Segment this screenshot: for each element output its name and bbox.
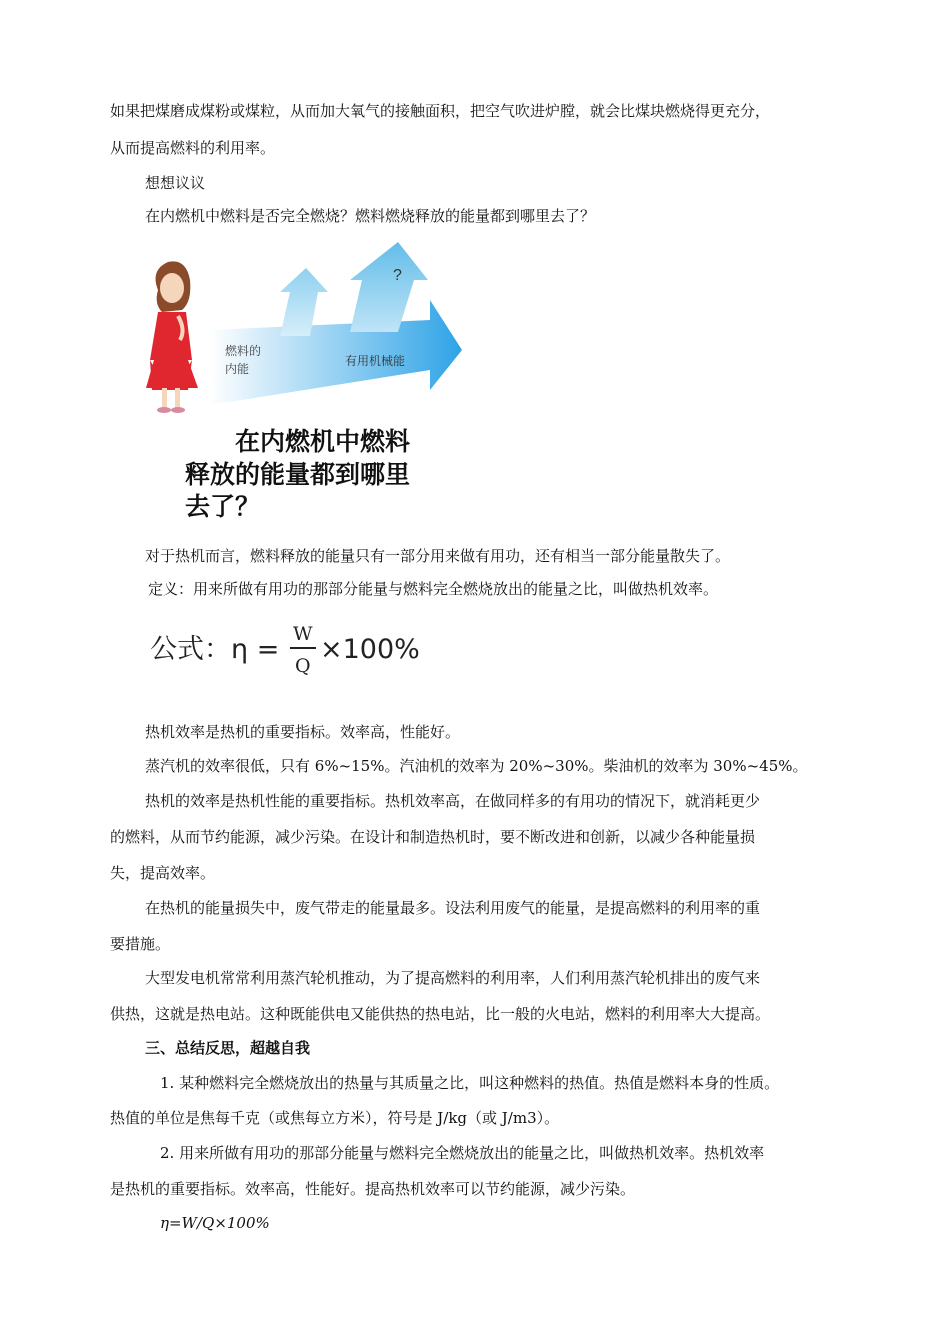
paragraph-line: 热机效率是热机的重要指标。效率高，性能好。: [145, 723, 461, 741]
formula-prefix: 公式：η =: [150, 634, 280, 665]
paragraph-line: 失，提高效率。: [110, 864, 216, 882]
paragraph-line: 如果把煤磨成煤粉或煤粒，从而加大氧气的接触面积，把空气吹进炉膛，就会比煤块燃烧得更充分，: [110, 102, 771, 120]
energy-flow-illustration: [140, 240, 480, 530]
paragraph-line: 在热机的能量损失中，废气带走的能量最多。设法利用废气的能量，是提高燃料的利用率的重: [145, 899, 761, 917]
summary-line: 1. 某种燃料完全燃烧放出的热量与其质量之比，叫这种燃料的热值。热值是燃料本身的性质。: [160, 1074, 780, 1092]
paragraph-line: 对于热机而言，燃料释放的能量只有一部分用来做有用功，还有相当一部分能量散失了。: [145, 547, 731, 565]
girl-figure-icon: [146, 261, 198, 413]
arrow-question-mark: ?: [393, 267, 402, 284]
paragraph-line: 从而提高燃料的利用率。: [110, 139, 276, 157]
formula-denominator: Q: [295, 655, 311, 677]
paragraph-line: 热机的效率是热机性能的重要指标。热机效率高，在做同样多的有用功的情况下，就消耗更少: [145, 792, 761, 810]
section-heading: 三、总结反思，超越自我: [145, 1039, 311, 1057]
label-useful-energy: 有用机械能: [345, 354, 406, 368]
paragraph-line: 大型发电机常常利用蒸汽轮机推动，为了提高燃料的利用率，人们利用蒸汽轮机排出的废气来: [145, 969, 761, 987]
label-internal-energy-2: 内能: [225, 362, 250, 376]
paragraph-line: 的燃料，从而节约能源，减少污染。在设计和制造热机时，要不断改进和创新，以减少各种能量损: [110, 828, 756, 846]
paragraph-line: 蒸汽机的效率很低，只有 6%~15%。汽油机的效率为 20%~30%。柴油机的效率为 30%~45%。: [145, 757, 808, 775]
paragraph-line: 要措施。: [110, 935, 171, 953]
formula-suffix: ×100%: [320, 634, 420, 665]
summary-line: 2. 用来所做有用功的那部分能量与燃料完全燃烧放出的能量之比，叫做热机效率。热机效率: [160, 1144, 765, 1162]
summary-line: 热值的单位是焦每千克（或焦每立方米），符号是 J/kg（或 J/m3）。: [110, 1109, 560, 1127]
final-formula: η=W/Q×100%: [160, 1214, 270, 1232]
paragraph-line: 供热，这就是热电站。这种既能供电又能供热的热电站，比一般的火电站，燃料的利用率大大提高。: [110, 1005, 771, 1023]
efficiency-formula: [148, 618, 438, 680]
definition-text: 定义：用来所做有用功的那部分能量与燃料完全燃烧放出的能量之比，叫做热机效率。: [148, 580, 719, 598]
label-internal-energy-1: 燃料的: [225, 344, 262, 358]
caption-line-3: 去了？: [185, 492, 261, 521]
loss-arrow-large: [350, 242, 428, 332]
question-text: 在内燃机中燃料是否完全燃烧？燃料燃烧释放的能量都到哪里去了？: [145, 207, 596, 225]
caption-line-1: 在内燃机中燃料: [235, 427, 411, 456]
formula-numerator: W: [293, 623, 313, 645]
summary-line: 是热机的重要指标。效率高，性能好。提高热机效率可以节约能源，减少污染。: [110, 1180, 636, 1198]
subheading: 想想议议: [145, 174, 206, 192]
caption-line-2: 释放的能量都到哪里: [185, 460, 411, 489]
